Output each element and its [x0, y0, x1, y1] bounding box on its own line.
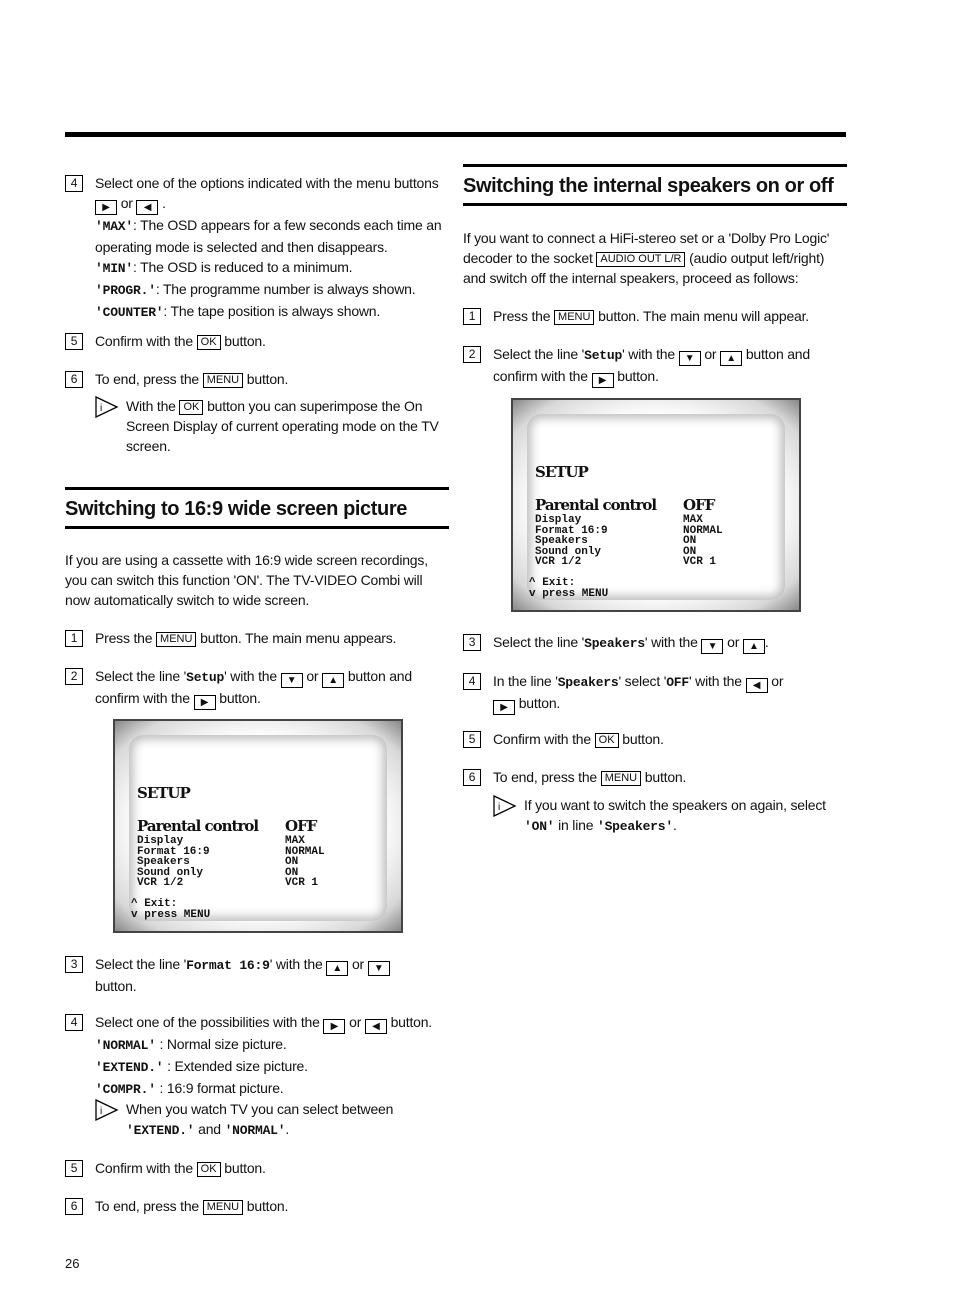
step-text: Select one of the options indicated with the menu buttons ▶ or ◀ . 'MAX': The OSD appears for a few seconds each time an operating mode is selected and then disappears. 'MIN': The OSD is reduced to a minimum. 'PROGR.': The programme number is always shown. 'COUNTER': The tape position is always shown.	[95, 175, 442, 320]
down-arrow-icon: ▼	[368, 961, 390, 976]
step-number: 4	[65, 175, 83, 192]
svg-text:i: i	[498, 802, 501, 813]
screen-row: VCR 1/2 VCR 1	[137, 877, 319, 890]
step-number: 4	[463, 673, 481, 690]
screen-row: Speakers ON	[137, 856, 299, 869]
step-number: 6	[463, 769, 481, 786]
info-icon	[493, 795, 517, 817]
screen-exit-line: ^ Exit:	[529, 577, 576, 589]
screen-row: Sound only ON	[535, 545, 697, 558]
screen-row: Sound only ON	[137, 866, 299, 879]
step-number: 3	[463, 634, 481, 651]
screen-title: SETUP	[535, 463, 588, 481]
section-heading-speakers: Switching the internal speakers on or off	[463, 164, 847, 206]
step-number: 1	[463, 308, 481, 325]
menu-key: MENU	[203, 1200, 243, 1215]
screen-row: Format 16:9 NORMAL	[137, 845, 325, 858]
screen-row: VCR 1/2 VCR 1	[535, 556, 717, 569]
screen-title: SETUP	[137, 784, 190, 802]
screen-exit-line: ^ Exit:	[131, 898, 178, 910]
screen-row-parental: Parental control OFF	[535, 496, 715, 514]
up-arrow-icon: ▲	[322, 673, 344, 688]
step-number: 5	[463, 731, 481, 748]
menu-key: MENU	[554, 310, 594, 325]
step-number: 5	[65, 1160, 83, 1177]
ok-key: OK	[595, 733, 619, 748]
screen-row-parental: Parental control OFF	[137, 817, 317, 835]
step-number: 4	[65, 1014, 83, 1031]
step-number: 6	[65, 371, 83, 388]
screen-row: Display MAX	[535, 514, 703, 526]
tv-screen-setup-menu	[113, 719, 403, 933]
page-number: 26	[65, 1256, 80, 1271]
left-arrow-icon: ◀	[746, 678, 768, 693]
step-number: 5	[65, 333, 83, 350]
menu-key: MENU	[156, 632, 196, 647]
screen-row: Format 16:9 NORMAL	[535, 524, 723, 537]
section-intro: If you are using a cassette with 16:9 wide screen recordings, you can switch this function 'ON'. The TV-VIDEO Combi will now automatically switch to wide screen.	[65, 552, 428, 608]
screen-row: Display MAX	[137, 835, 305, 847]
left-arrow-icon: ◀	[365, 1019, 387, 1034]
svg-text:i: i	[100, 403, 103, 414]
up-arrow-icon: ▲	[743, 639, 765, 654]
step-number: 3	[65, 956, 83, 973]
tv-screen-setup-menu	[511, 398, 801, 612]
up-arrow-icon: ▲	[720, 351, 742, 366]
section-heading-widescreen: Switching to 16:9 wide screen picture	[65, 487, 449, 529]
right-arrow-icon: ▶	[194, 695, 216, 710]
down-arrow-icon: ▼	[679, 351, 701, 366]
ok-key: OK	[179, 400, 203, 415]
down-arrow-icon: ▼	[701, 639, 723, 654]
ok-key: OK	[197, 335, 221, 350]
step-number: 1	[65, 630, 83, 647]
menu-key: MENU	[203, 373, 243, 388]
screen-exit-line: v press MENU	[131, 909, 211, 921]
up-arrow-icon: ▲	[326, 961, 348, 976]
step-number: 2	[463, 346, 481, 363]
screen-exit-line: v press MENU	[529, 588, 609, 600]
section-intro: If you want to connect a HiFi-stereo set or a 'Dolby Pro Logic' decoder to the socket AUDIO OUT L/R (audio output left/right) and switch off the internal speakers, proceed as follows:	[463, 230, 830, 286]
screen-row: Speakers ON	[535, 535, 697, 548]
down-arrow-icon: ▼	[281, 673, 303, 688]
info-icon	[95, 1099, 119, 1121]
step-number: 2	[65, 668, 83, 685]
svg-text:i: i	[100, 1106, 103, 1117]
right-arrow-icon: ▶	[493, 700, 515, 715]
audio-out-socket-key: AUDIO OUT L/R	[596, 252, 685, 267]
info-icon	[95, 396, 119, 418]
right-arrow-icon: ▶	[95, 200, 117, 215]
right-arrow-icon: ▶	[592, 373, 614, 388]
step-number: 6	[65, 1198, 83, 1215]
left-arrow-icon: ◀	[136, 200, 158, 215]
top-rule	[65, 132, 846, 137]
ok-key: OK	[197, 1162, 221, 1177]
right-arrow-icon: ▶	[323, 1019, 345, 1034]
menu-key: MENU	[601, 771, 641, 786]
